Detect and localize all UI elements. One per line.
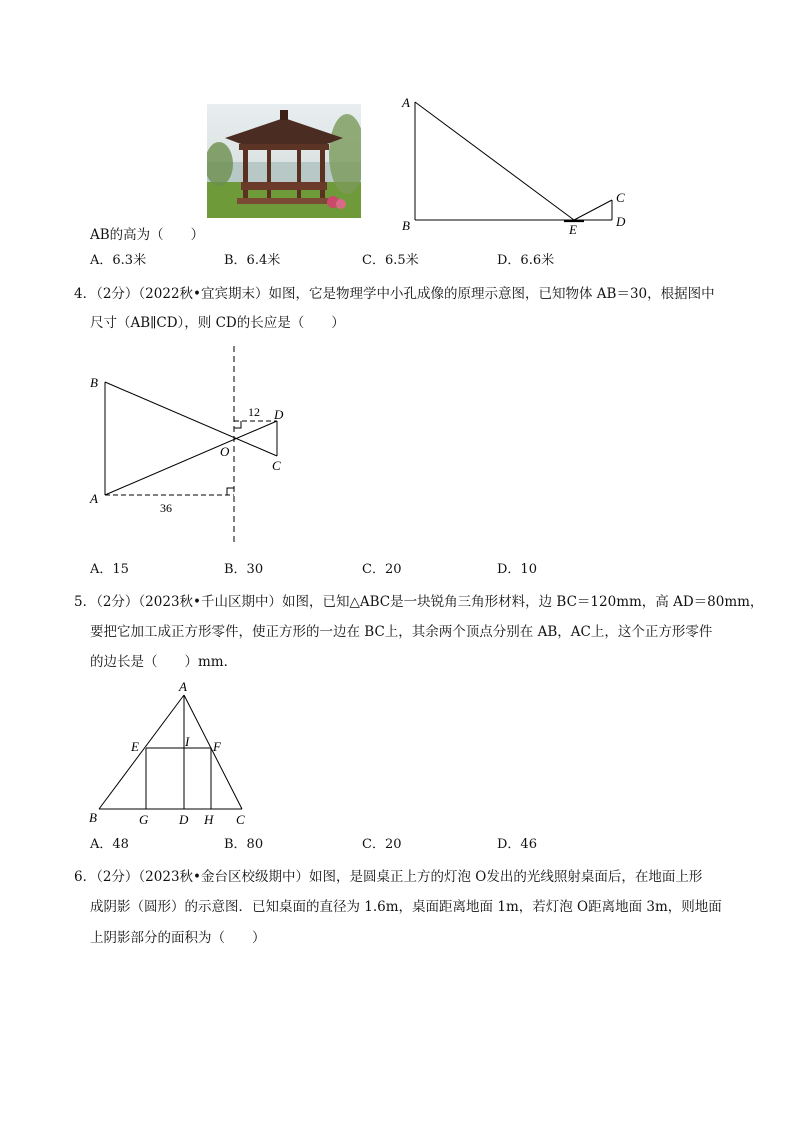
label-D: D <box>179 812 189 827</box>
q5-line-1: 5．（2分）（2023秋•千山区期中）如图，已知△ABC是一块锐角三角形材料，边 BC＝120mm，高 AD＝80mm， <box>74 594 764 610</box>
label-A: A <box>90 491 98 506</box>
label-C: C <box>616 190 625 205</box>
label-B: B <box>90 375 98 390</box>
q5-option-b[interactable]: B．80 <box>224 837 264 852</box>
label-C: C <box>272 458 281 473</box>
q5-line-2: 要把它加工成正方形零件，使正方形的一边在 BC上，其余两个顶点分别在 AB，AC上，这个正方形零件 <box>90 624 713 640</box>
label-I: I <box>185 734 190 749</box>
mirror-figure <box>396 94 636 234</box>
q5-option-a[interactable]: A．48 <box>90 837 129 852</box>
q4-line-1: 4．（2分）（2022秋•宜宾期末）如图，它是物理学中小孔成像的原理示意图，已知物体 AB＝30，根据图中 <box>74 286 715 302</box>
q3-stem-tail: AB的高为（ ） <box>90 227 205 243</box>
pinhole-figure <box>84 342 294 547</box>
label-E: E <box>569 222 577 234</box>
q4-option-d[interactable]: D．10 <box>497 562 537 577</box>
label-B: B <box>402 218 410 233</box>
q3-option-b[interactable]: B．6.4米 <box>224 253 281 268</box>
label-H: H <box>204 812 214 827</box>
q5-option-d[interactable]: D．46 <box>497 837 537 852</box>
label-C: C <box>236 812 245 827</box>
label-D: D <box>274 407 284 422</box>
q6-line-1: 6．（2分）（2023秋•金台区校级期中）如图，是圆桌正上方的灯泡 O发出的光线照射桌面后，在地面上形 <box>74 869 703 885</box>
q4-option-b[interactable]: B．30 <box>224 562 264 577</box>
q3-option-a[interactable]: A．6.3米 <box>90 253 147 268</box>
label-G: G <box>139 812 149 827</box>
pavilion-photo <box>207 104 361 218</box>
label-B: B <box>89 810 97 825</box>
q3-option-c[interactable]: C．6.5米 <box>362 253 419 268</box>
q4-option-a[interactable]: A．15 <box>90 562 129 577</box>
triangle-square-figure <box>86 678 256 828</box>
q6-line-2: 成阴影（圆形）的示意图．已知桌面的直径为 1.6m，桌面距离地面 1m，若灯泡 O距离地面 3m，则地面 <box>90 899 722 915</box>
label-O: O <box>220 444 230 459</box>
q5-line-3: 的边长是（ ）mm． <box>90 654 238 670</box>
label-F: F <box>213 739 221 754</box>
label-A: A <box>179 679 187 694</box>
label-E: E <box>131 739 139 754</box>
q3-option-d[interactable]: D．6.6米 <box>497 253 555 268</box>
q5-option-c[interactable]: C．20 <box>362 837 402 852</box>
q6-line-3: 上阴影部分的面积为（ ） <box>90 930 266 946</box>
length-36: 36 <box>160 501 172 515</box>
label-A: A <box>402 95 410 110</box>
q4-line-2: 尺寸（AB∥CD），则 CD的长应是（ ） <box>90 315 345 331</box>
q4-option-c[interactable]: C．20 <box>362 562 402 577</box>
label-D: D <box>616 214 626 229</box>
length-12: 12 <box>248 405 260 419</box>
